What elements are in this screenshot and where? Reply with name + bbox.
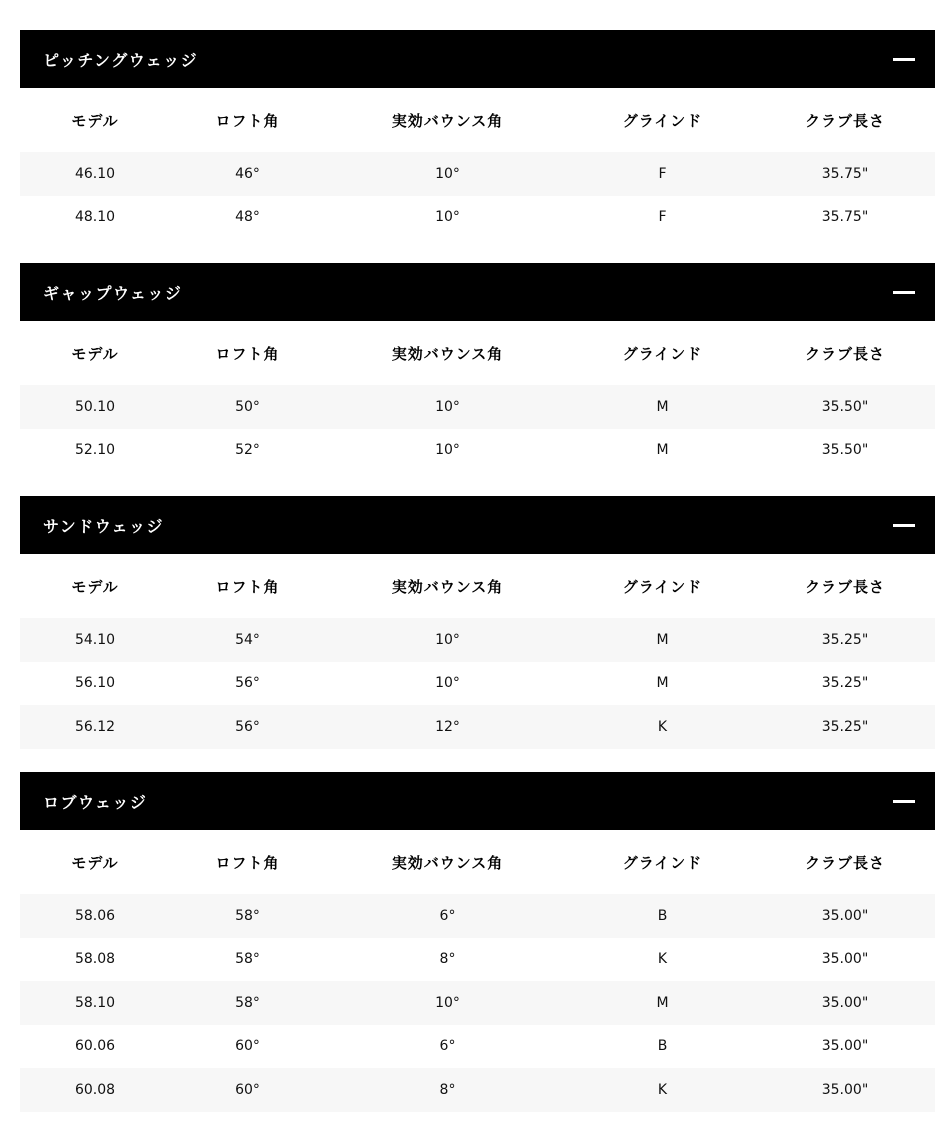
cell-grind: K xyxy=(657,951,668,968)
cell-bounce: 10° xyxy=(435,442,460,459)
column-header-loft: ロフト角 xyxy=(215,577,280,596)
column-header-grind: グラインド xyxy=(622,111,703,130)
cell-bounce: 10° xyxy=(435,675,460,692)
cell-length: 35.75" xyxy=(821,209,869,226)
column-header-length: クラブ長さ xyxy=(804,577,885,596)
collapse-minus-icon[interactable] xyxy=(893,58,915,61)
section-header[interactable] xyxy=(20,496,935,554)
section-gap-wedge xyxy=(20,263,935,472)
cell-bounce: 12° xyxy=(435,718,460,735)
cell-loft: 56° xyxy=(235,675,260,692)
table-row xyxy=(20,385,935,429)
cell-length: 35.00" xyxy=(821,1038,869,1055)
column-header-grind: グラインド xyxy=(622,344,703,363)
cell-model: 46.10 xyxy=(74,165,116,182)
cell-bounce: 10° xyxy=(435,398,460,415)
cell-length: 35.25" xyxy=(821,675,869,692)
table-row xyxy=(20,894,935,938)
column-header-loft: ロフト角 xyxy=(215,344,280,363)
section-sand-wedge xyxy=(20,496,935,749)
section-lob-wedge xyxy=(20,772,935,1112)
cell-loft: 60° xyxy=(235,1081,260,1098)
cell-bounce: 6° xyxy=(439,1038,456,1055)
cell-bounce: 8° xyxy=(439,1081,456,1098)
cell-grind: M xyxy=(656,994,669,1011)
column-header-grind: グラインド xyxy=(622,577,703,596)
table-row xyxy=(20,938,935,982)
table-header-row xyxy=(20,830,935,894)
cell-model: 60.08 xyxy=(74,1081,116,1098)
table-row xyxy=(20,196,935,240)
column-header-grind: グラインド xyxy=(622,853,703,872)
table-row xyxy=(20,618,935,662)
cell-grind: K xyxy=(657,718,668,735)
cell-model: 48.10 xyxy=(74,209,116,226)
cell-bounce: 10° xyxy=(435,209,460,226)
table-row xyxy=(20,705,935,749)
cell-bounce: 8° xyxy=(439,951,456,968)
cell-length: 35.50" xyxy=(821,398,869,415)
collapse-minus-icon[interactable] xyxy=(893,800,915,803)
column-header-bounce: 実効バウンス角 xyxy=(391,853,504,872)
cell-model: 60.06 xyxy=(74,1038,116,1055)
table-header-row xyxy=(20,554,935,618)
cell-loft: 50° xyxy=(235,398,260,415)
cell-grind: M xyxy=(656,398,669,415)
cell-bounce: 10° xyxy=(435,631,460,648)
section-title: ロブウェッジ xyxy=(43,792,148,812)
cell-bounce: 6° xyxy=(439,907,456,924)
cell-length: 35.00" xyxy=(821,907,869,924)
cell-grind: F xyxy=(658,165,667,182)
cell-loft: 58° xyxy=(235,994,260,1011)
column-header-bounce: 実効バウンス角 xyxy=(391,344,504,363)
table-header-row xyxy=(20,88,935,152)
cell-loft: 48° xyxy=(235,209,260,226)
collapse-minus-icon[interactable] xyxy=(893,524,915,527)
section-header[interactable] xyxy=(20,263,935,321)
table-row xyxy=(20,981,935,1025)
table-row xyxy=(20,662,935,706)
cell-model: 54.10 xyxy=(74,631,116,648)
cell-model: 52.10 xyxy=(74,442,116,459)
cell-model: 58.10 xyxy=(74,994,116,1011)
column-header-model: モデル xyxy=(71,111,119,130)
table-row xyxy=(20,1025,935,1069)
cell-length: 35.00" xyxy=(821,1081,869,1098)
column-header-loft: ロフト角 xyxy=(215,111,280,130)
column-header-loft: ロフト角 xyxy=(215,853,280,872)
section-title: ギャップウェッジ xyxy=(43,283,183,303)
column-header-length: クラブ長さ xyxy=(804,853,885,872)
section-pitching-wedge xyxy=(20,30,935,239)
cell-loft: 58° xyxy=(235,907,260,924)
section-header[interactable] xyxy=(20,772,935,830)
cell-loft: 58° xyxy=(235,951,260,968)
cell-grind: M xyxy=(656,631,669,648)
cell-bounce: 10° xyxy=(435,165,460,182)
cell-grind: M xyxy=(656,675,669,692)
column-header-bounce: 実効バウンス角 xyxy=(391,111,504,130)
cell-loft: 46° xyxy=(235,165,260,182)
column-header-length: クラブ長さ xyxy=(804,111,885,130)
cell-grind: B xyxy=(657,907,668,924)
section-header[interactable] xyxy=(20,30,935,88)
cell-loft: 52° xyxy=(235,442,260,459)
column-header-model: モデル xyxy=(71,344,119,363)
table-header-row xyxy=(20,321,935,385)
cell-model: 56.12 xyxy=(74,718,116,735)
cell-grind: M xyxy=(656,442,669,459)
cell-grind: K xyxy=(657,1081,668,1098)
cell-model: 50.10 xyxy=(74,398,116,415)
column-header-model: モデル xyxy=(71,577,119,596)
cell-bounce: 10° xyxy=(435,994,460,1011)
collapse-minus-icon[interactable] xyxy=(893,291,915,294)
cell-grind: F xyxy=(658,209,667,226)
cell-loft: 56° xyxy=(235,718,260,735)
cell-model: 56.10 xyxy=(74,675,116,692)
section-title: サンドウェッジ xyxy=(43,516,165,536)
cell-grind: B xyxy=(657,1038,668,1055)
table-row xyxy=(20,1068,935,1112)
cell-model: 58.06 xyxy=(74,907,116,924)
cell-length: 35.00" xyxy=(821,994,869,1011)
cell-length: 35.50" xyxy=(821,442,869,459)
column-header-model: モデル xyxy=(71,853,119,872)
table-row xyxy=(20,152,935,196)
cell-loft: 60° xyxy=(235,1038,260,1055)
cell-model: 58.08 xyxy=(74,951,116,968)
section-title: ピッチングウェッジ xyxy=(43,50,199,70)
column-header-bounce: 実効バウンス角 xyxy=(391,577,504,596)
cell-length: 35.75" xyxy=(821,165,869,182)
cell-length: 35.25" xyxy=(821,631,869,648)
cell-length: 35.25" xyxy=(821,718,869,735)
table-row xyxy=(20,429,935,473)
cell-length: 35.00" xyxy=(821,951,869,968)
cell-loft: 54° xyxy=(235,631,260,648)
column-header-length: クラブ長さ xyxy=(804,344,885,363)
